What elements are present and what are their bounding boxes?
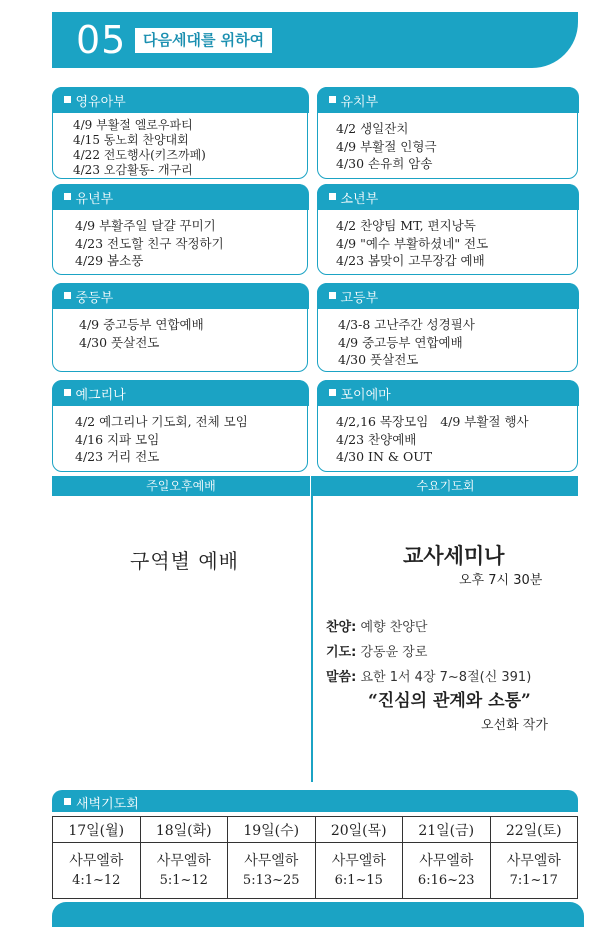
- dawn-schedule-table: [52, 816, 578, 899]
- dept-item: 4/23 전도할 친구 작정하기: [75, 235, 224, 251]
- praise-row: [326, 616, 427, 635]
- dept-header: [317, 184, 579, 210]
- ref-cell: 5:13~25: [228, 873, 316, 899]
- bullet-square-icon: [329, 389, 336, 396]
- dept-item: 4/3-8 고난주간 성경필사: [338, 317, 475, 332]
- dept-box-high: [317, 283, 578, 372]
- sermon-quote: “진심의 관계와 소통”: [368, 691, 531, 711]
- dept-item: 4/9 중고등부 연합예배: [338, 334, 463, 350]
- dept-name: 영유아부: [75, 94, 126, 110]
- prayer-label: 기도:: [326, 645, 357, 660]
- page-title: 다음세대를 위하여: [135, 28, 272, 53]
- day-cell: 22일(토): [490, 817, 578, 843]
- ref-cell: 4:1~12: [53, 873, 141, 899]
- bullet-square-icon: [329, 292, 336, 299]
- dawn-heading: 새벽기도회: [76, 797, 139, 812]
- footer-bar: [52, 902, 584, 927]
- sermon-author: 오선화 작가: [481, 718, 548, 733]
- dept-item: 4/23 봄맞이 고무장갑 예배: [336, 253, 485, 268]
- dept-item: 4/23 거리 전도: [75, 449, 160, 464]
- dept-header: [52, 283, 309, 309]
- dept-item: 4/2,16 목장모임 4/9 부활절 행사: [336, 414, 529, 429]
- day-cell: 21일(금): [403, 817, 491, 843]
- word-label: 말씀:: [326, 670, 357, 685]
- book-cell: 사무엘하: [228, 843, 316, 873]
- dept-header: [317, 380, 579, 406]
- day-cell: 20일(목): [315, 817, 403, 843]
- bullet-square-icon: [64, 389, 71, 396]
- dept-item: 4/22 전도행사(키즈까페): [73, 148, 206, 162]
- wednesday-time: 오후 7시 30분: [459, 573, 543, 588]
- dept-box-infant: [52, 87, 308, 179]
- dept-item: 4/30 풋살전도: [79, 334, 160, 350]
- dept-header: [52, 380, 309, 406]
- dept-item: 4/2 찬양팀 MT, 편지낭독: [336, 218, 476, 233]
- book-cell: 사무엘하: [53, 843, 141, 873]
- ref-cell: 7:1~17: [490, 873, 578, 899]
- dept-item: 4/30 손유희 암송: [336, 156, 433, 171]
- dept-box-young: [52, 184, 308, 275]
- ref-cell: 5:1~12: [140, 873, 228, 899]
- dept-header: [317, 283, 579, 309]
- dept-item: 4/30 풋살전도: [338, 352, 419, 367]
- dept-name: 중등부: [75, 290, 114, 306]
- dept-item: 4/16 지파 모임: [75, 431, 160, 447]
- bullet-square-icon: [64, 96, 71, 103]
- dept-item: 4/9 중고등부 연합예배: [79, 317, 204, 332]
- dept-item: 4/29 봄소풍: [75, 253, 144, 268]
- day-cell: 19일(수): [228, 817, 316, 843]
- sunday-pm-title: 구역별 예배: [130, 549, 239, 573]
- dept-name: 유년부: [75, 191, 114, 207]
- dept-box-kinder: [317, 87, 578, 179]
- wednesday-title: 교사세미나: [403, 543, 505, 568]
- praise-value: 예향 찬양단: [360, 620, 428, 635]
- bullet-square-icon: [329, 96, 336, 103]
- bullet-square-icon: [64, 798, 71, 805]
- bullet-square-icon: [64, 193, 71, 200]
- praise-label: 찬양:: [326, 620, 357, 635]
- section-number: 05: [76, 18, 127, 62]
- book-cell: 사무엘하: [140, 843, 228, 873]
- dept-item: 4/30 IN & OUT: [336, 449, 433, 464]
- book-cell: 사무엘하: [315, 843, 403, 873]
- header-banner: [52, 12, 578, 68]
- dept-box-yegrina: [52, 380, 308, 472]
- dept-item: 4/2 예그리나 기도회, 전체 모임: [75, 414, 248, 429]
- dept-item: 4/23 오감활동- 개구리: [73, 163, 193, 177]
- prayer-value: 강동윤 장로: [360, 645, 428, 660]
- dept-name: 예그리나: [75, 387, 126, 403]
- prayer-row: [326, 641, 427, 660]
- dawn-heading-bar: [52, 790, 578, 812]
- dept-header: [52, 184, 309, 210]
- dept-name: 고등부: [340, 290, 379, 306]
- dept-name: 소년부: [340, 191, 379, 207]
- day-cell: 17일(월): [53, 817, 141, 843]
- dept-item: 4/9 부활주일 달걀 꾸미기: [75, 218, 216, 233]
- dept-header: [52, 87, 309, 113]
- day-cell: 18일(화): [140, 817, 228, 843]
- sunday-pm-heading: 주일오후예배: [52, 476, 310, 496]
- dept-item: 4/9 부활절 인형극: [336, 138, 437, 154]
- dept-item: 4/9 부활절 엘로우파티: [73, 118, 193, 132]
- dept-box-middle: [52, 283, 308, 372]
- wednesday-heading: 수요기도회: [313, 476, 578, 496]
- column-divider: [311, 476, 313, 782]
- dept-box-boys: [317, 184, 578, 275]
- dept-item: 4/9 "예수 부활하셨네" 전도: [336, 235, 489, 251]
- ref-cell: 6:16~23: [403, 873, 491, 899]
- book-cell: 사무엘하: [403, 843, 491, 873]
- ref-cell: 6:1~15: [315, 873, 403, 899]
- bullet-square-icon: [64, 292, 71, 299]
- dept-name: 유치부: [340, 94, 379, 110]
- word-row: [326, 666, 531, 685]
- dept-item: 4/15 동노회 찬양대회: [73, 133, 189, 147]
- bullet-square-icon: [329, 193, 336, 200]
- dept-name: 포이에마: [340, 387, 391, 403]
- word-value: 요한 1서 4장 7~8절(신 391): [360, 670, 532, 685]
- dept-item: 4/23 찬양예배: [336, 431, 417, 447]
- dept-item: 4/2 생일잔치: [336, 121, 409, 136]
- dept-box-poiema: [317, 380, 578, 472]
- book-cell: 사무엘하: [490, 843, 578, 873]
- dept-header: [317, 87, 579, 113]
